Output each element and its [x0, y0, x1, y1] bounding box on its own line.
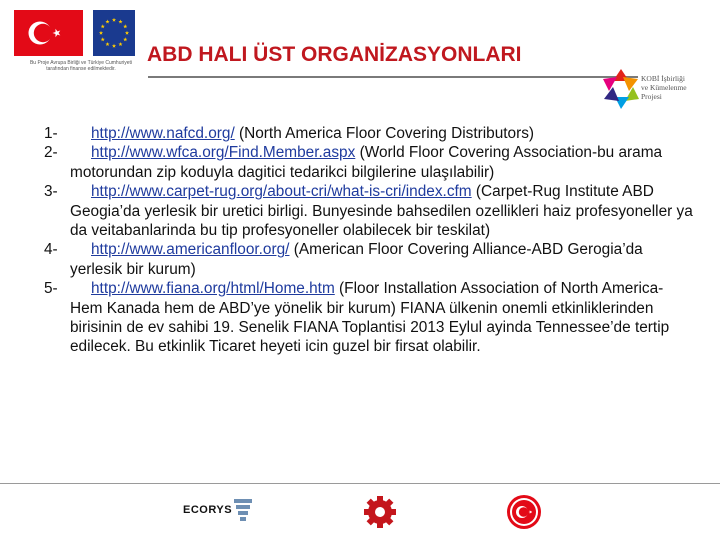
- kobi-text-line2: ve Kümelenme: [641, 83, 687, 92]
- item-number: 3-: [44, 183, 58, 201]
- turkey-flag-icon: [14, 10, 83, 56]
- title-divider: [148, 76, 638, 78]
- eu-flag-icon: [93, 10, 135, 56]
- ecorys-logo-icon: [232, 497, 254, 525]
- page-title: ABD HALI ÜST ORGANİZASYONLARI: [147, 43, 522, 66]
- list-item: [44, 240, 694, 279]
- list-item: [44, 143, 694, 182]
- item-description: (Carpet-Rug Institute ABD Geogia’da yerlesik bir uretici birligi. Bunyesinde bahsedilen ozellikleri haiz profesyoneller ya da veitabanlarinda bu tip profesyoneller olabilecek bir teskilat): [70, 183, 693, 240]
- gear-logo-icon: [363, 495, 397, 529]
- ecorys-logo-text: ECORYS: [183, 504, 233, 516]
- kobi-text-line3: Projesi: [641, 92, 662, 101]
- item-number: 1-: [44, 125, 58, 142]
- item-description: (American Floor Covering Alliance-ABD Gerogia’da yerlesik bir kurum): [70, 241, 643, 278]
- item-number: 5-: [44, 280, 58, 298]
- item-description: (Floor Installation Association of North America-Hem Kanada hem de ABD’ye yönelik bir kurum) FIANA ülkenin onemli etkinliklerinden birisinin de ev sahibi 19. Senelik FIANA Toplantisi 2013 Eylul ayinda Tennessee’de tertip edilecek. Bu etkinlik Ticaret heyeti icin guzel bir firsat olabilir.: [70, 280, 670, 356]
- kobi-project-logo-text: [641, 74, 716, 101]
- list-item: [44, 182, 694, 240]
- logo-caption: Bu Proje Avrupa Birliği ve Türkiye Cumhuriyeti tarafından finanse edilmektedir.: [29, 60, 133, 72]
- item-description: (World Floor Covering Association-bu arama motorundan zip koduyla dagitici tedarikci bilgilerine ulaşılabilir): [70, 144, 663, 181]
- organization-list: [44, 124, 694, 357]
- list-item: [44, 279, 694, 357]
- organization-link[interactable]: http://www.americanfloor.org/: [91, 241, 290, 259]
- organization-link[interactable]: http://www.wfca.org/Find.Member.aspx: [91, 144, 356, 162]
- organization-link[interactable]: http://www.carpet-rug.org/about-cri/what-is-cri/index.cfm: [91, 183, 472, 201]
- organization-link[interactable]: http://www.nafcd.org/: [91, 125, 235, 142]
- item-number: 4-: [44, 241, 58, 259]
- list-item: [44, 124, 694, 143]
- kobi-text-line1: KOBİ İşbirliği: [641, 74, 685, 83]
- footer-divider: [0, 483, 720, 484]
- kobi-emblem-icon: [596, 64, 646, 114]
- item-number: 2-: [44, 144, 58, 162]
- item-description: (North America Floor Covering Distributors): [234, 125, 535, 142]
- government-emblem-icon: [506, 494, 542, 530]
- organization-link[interactable]: http://www.fiana.org/html/Home.htm: [91, 280, 335, 298]
